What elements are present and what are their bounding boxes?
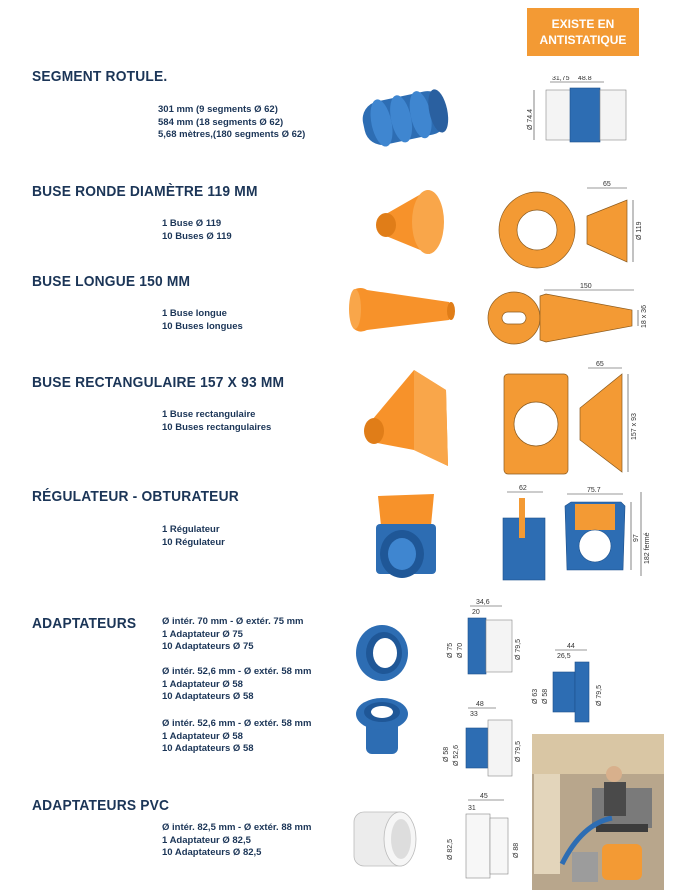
buse-rect-title: BUSE RECTANGULAIRE 157 X 93 MM [32, 374, 285, 391]
adaptateurs-pvc-title: ADAPTATEURS PVC [32, 797, 170, 814]
adaptateur-3-product-image [352, 692, 414, 758]
adaptateurs-title: ADAPTATEURS [32, 615, 137, 632]
badge-line-2: ANTISTATIQUE [539, 33, 627, 47]
regulateur-dim-d: 182 fermé [644, 532, 651, 564]
adaptateurs-pvc-dim-b: 31 [468, 805, 476, 812]
adaptateurs-pvc-line-1: Ø intér. 82,5 mm - Ø extér. 88 mm [162, 822, 312, 833]
buse-rect-dim-a: 65 [596, 361, 604, 368]
adaptateur-2-dim-b: 26,5 [557, 653, 571, 660]
buse-rect-lines [162, 409, 271, 434]
adaptateurs-pvc-dim-a: 45 [480, 793, 488, 800]
adaptateurs-pvc-diagram [440, 792, 530, 884]
segment-dim-a: 31,75 [552, 76, 570, 82]
buse-ronde-title: BUSE RONDE DIAMÈTRE 119 MM [32, 183, 258, 200]
segment-diagram [512, 76, 642, 146]
buse-ronde-diagram [495, 178, 645, 272]
badge-line-1: EXISTE EN [551, 17, 615, 31]
regulateur-line-2: 10 Régulateur [162, 536, 225, 548]
adaptateurs-pvc-product-image [344, 800, 424, 876]
segment-lines [158, 104, 305, 142]
buse-ronde-line-1: 1 Buse Ø 119 [162, 218, 222, 229]
adaptateur-3-line-3: 10 Adaptateurs Ø 58 [162, 743, 254, 754]
buse-longue-product-image [347, 282, 462, 338]
regulateur-diagram [495, 484, 655, 584]
adaptateur-group-1 [162, 616, 304, 654]
adaptateur-group-3 [162, 718, 311, 756]
regulateur-dim-a: 62 [519, 485, 527, 492]
buse-rect-line-2: 10 Buses rectangulaires [162, 421, 272, 433]
adaptateurs-pvc-dim-c: Ø 82,5 [447, 838, 454, 860]
adaptateur-2-line-2: 1 Adaptateur Ø 58 [162, 678, 243, 690]
buse-rect-product-image [356, 360, 456, 478]
adaptateur-2-dim-d: Ø 58 [542, 688, 549, 704]
buse-longue-dim-a: 150 [580, 283, 592, 290]
adaptateur-1-dim-a: 34,6 [476, 599, 490, 606]
adaptateur-2-dim-a: 44 [567, 643, 575, 650]
adaptateurs-pvc-line-2: 1 Adaptateur Ø 82,5 [162, 834, 251, 846]
adaptateur-1-line-2: 1 Adaptateur Ø 75 [162, 628, 243, 640]
adaptateur-2-line-3: 10 Adaptateurs Ø 58 [162, 691, 254, 702]
adaptateur-3-dim-e: Ø 79,5 [515, 740, 522, 762]
buse-ronde-dim-a: 65 [603, 181, 611, 188]
adaptateur-2-diagram [527, 642, 612, 724]
workshop-photo [532, 734, 664, 890]
adaptateur-group-2 [162, 666, 311, 704]
adaptateur-1-line-1: Ø intér. 70 mm - Ø extér. 75 mm [162, 616, 304, 627]
segment-dim-b: 48.8 [578, 76, 592, 82]
segment-line-3: 5,68 mètres,(180 segments Ø 62) [158, 129, 306, 140]
segment-product-image [355, 78, 455, 158]
adaptateur-3-diagram [438, 700, 528, 780]
segment-dim-c: Ø 74.4 [527, 108, 534, 130]
adaptateur-1-dim-d: Ø 70 [457, 642, 464, 658]
buse-longue-line-1: 1 Buse longue [162, 308, 227, 319]
regulateur-dim-b: 75.7 [587, 487, 601, 494]
regulateur-product-image [364, 490, 444, 590]
buse-rect-dim-b: 157 x 93 [631, 413, 638, 440]
buse-ronde-product-image [368, 184, 453, 264]
adaptateur-1-product-image [352, 622, 414, 684]
adaptateur-2-dim-e: Ø 79,5 [596, 684, 603, 706]
buse-longue-diagram [484, 280, 654, 352]
adaptateur-1-dim-b: 20 [472, 609, 480, 616]
segment-line-2: 584 mm (18 segments Ø 62) [158, 116, 284, 128]
regulateur-line-1: 1 Régulateur [162, 524, 220, 535]
adaptateur-1-dim-e: Ø 79,5 [515, 638, 522, 660]
buse-longue-title: BUSE LONGUE 150 MM [32, 273, 191, 290]
buse-rect-diagram [500, 360, 650, 478]
adaptateurs-pvc-dim-d: Ø 88 [513, 842, 520, 858]
adaptateur-3-dim-c: Ø 58 [443, 746, 450, 762]
adaptateur-3-dim-d: Ø 52,6 [453, 744, 460, 766]
buse-longue-dim-b: 18 x 36 [641, 305, 648, 328]
adaptateurs-pvc-lines [162, 822, 311, 860]
buse-ronde-dim-b: Ø 119 [636, 221, 643, 240]
adaptateur-3-line-2: 1 Adaptateur Ø 58 [162, 730, 243, 742]
adaptateur-1-line-3: 10 Adaptateurs Ø 75 [162, 641, 254, 652]
adaptateur-1-diagram [442, 598, 527, 680]
adaptateur-2-dim-c: Ø 63 [532, 688, 539, 704]
adaptateur-3-line-1: Ø intér. 52,6 mm - Ø extér. 58 mm [162, 718, 312, 729]
adaptateur-3-dim-a: 48 [476, 701, 484, 708]
buse-rect-line-1: 1 Buse rectangulaire [162, 409, 256, 420]
adaptateur-2-line-1: Ø intér. 52,6 mm - Ø extér. 58 mm [162, 666, 312, 677]
regulateur-title: RÉGULATEUR - OBTURATEUR [32, 488, 239, 505]
buse-ronde-line-2: 10 Buses Ø 119 [162, 230, 232, 242]
regulateur-dim-c: 97 [633, 534, 640, 542]
adaptateurs-pvc-line-3: 10 Adaptateurs Ø 82,5 [162, 847, 262, 858]
adaptateur-1-dim-c: Ø 75 [447, 642, 454, 658]
regulateur-lines [162, 524, 225, 549]
segment-title: SEGMENT ROTULE. [32, 68, 168, 85]
adaptateur-3-dim-b: 33 [470, 711, 478, 718]
segment-line-1: 301 mm (9 segments Ø 62) [158, 104, 278, 115]
buse-ronde-lines [162, 218, 232, 243]
antistatic-badge [527, 8, 639, 56]
buse-longue-line-2: 10 Buses longues [162, 320, 243, 332]
buse-longue-lines [162, 308, 243, 333]
